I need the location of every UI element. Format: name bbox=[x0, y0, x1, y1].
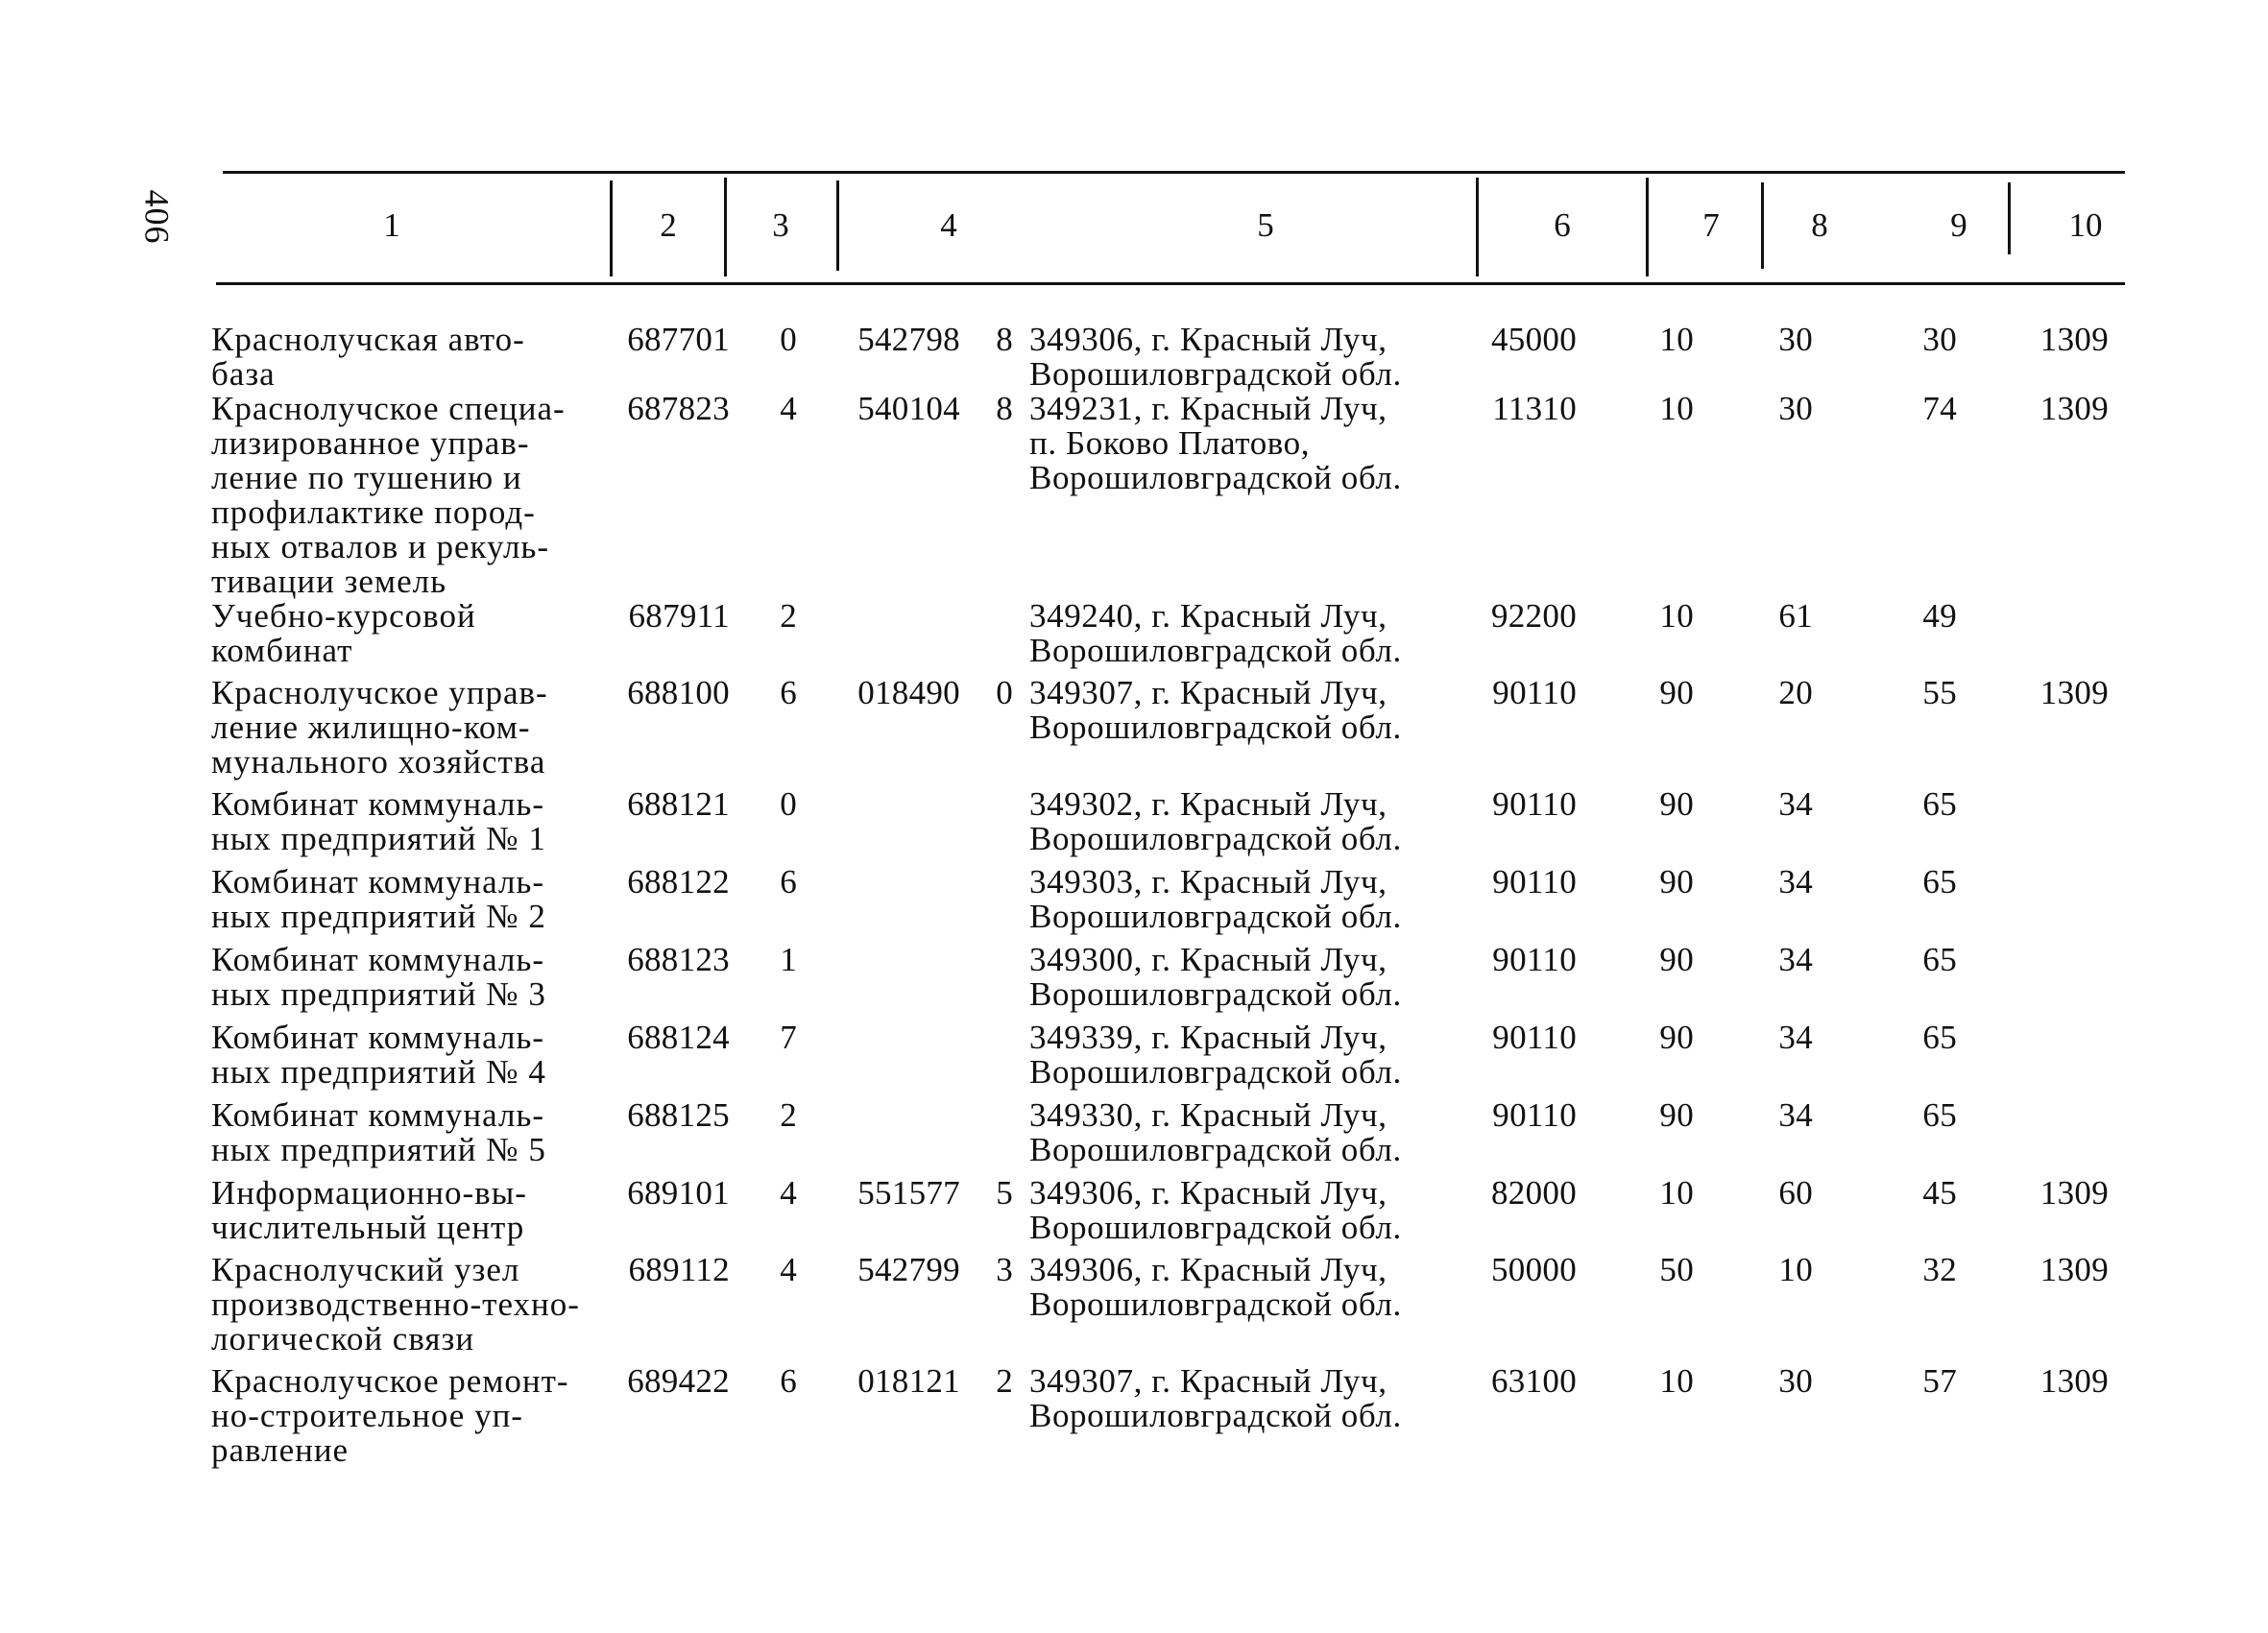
check-digit: 6 bbox=[780, 1362, 797, 1400]
check-digit: 2 bbox=[780, 597, 797, 635]
address-line: 349307, г. Красный Луч, bbox=[1029, 674, 1387, 711]
branch-code: 90110 bbox=[1492, 863, 1577, 901]
territory-code: 32 bbox=[1922, 1251, 1957, 1288]
organization-name-line: Комбинат коммуналь- bbox=[211, 863, 545, 901]
ownership-code: 90 bbox=[1659, 1096, 1694, 1134]
branch-code: 63100 bbox=[1491, 1362, 1577, 1400]
organization-name-line: Краснолучское управ- bbox=[211, 674, 548, 711]
address-line: Ворошиловградской обл. bbox=[1029, 708, 1402, 746]
territory-code: 30 bbox=[1922, 321, 1957, 358]
organization-name-line: комбинат bbox=[211, 632, 353, 669]
organization-name-line: Краснолучское ремонт- bbox=[211, 1362, 569, 1400]
address-line: 349306, г. Красный Луч, bbox=[1029, 321, 1387, 358]
territory-code: 57 bbox=[1922, 1362, 1957, 1400]
organization-name-line: но-строительное уп- bbox=[211, 1397, 523, 1434]
okpo-code: 688121 bbox=[627, 785, 730, 823]
page-number: 406 bbox=[137, 189, 177, 245]
address-line: 349302, г. Красный Луч, bbox=[1029, 785, 1387, 823]
bank-check-digit: 2 bbox=[996, 1362, 1013, 1400]
column-header-10: 10 bbox=[2068, 206, 2103, 244]
bank-code: 018490 bbox=[857, 674, 960, 711]
okpo-code: 688122 bbox=[627, 863, 730, 901]
organization-name-line: профилактике пород- bbox=[211, 493, 536, 531]
address-line: 349306, г. Красный Луч, bbox=[1029, 1251, 1387, 1288]
column-header-7: 7 bbox=[1702, 206, 1720, 244]
organization-name-line: Краснолучское специа- bbox=[211, 390, 566, 427]
territory-code: 65 bbox=[1922, 785, 1957, 823]
bank-check-digit: 8 bbox=[996, 390, 1013, 427]
address-line: Ворошиловградской обл. bbox=[1029, 898, 1402, 935]
address-line: Ворошиловградской обл. bbox=[1029, 1209, 1402, 1246]
address-line: 349231, г. Красный Луч, bbox=[1029, 390, 1387, 427]
organization-name-line: ление жилищно-ком- bbox=[211, 708, 531, 746]
okpo-code: 689101 bbox=[627, 1174, 730, 1212]
address-line: Ворошиловградской обл. bbox=[1029, 1397, 1402, 1434]
address-line: Ворошиловградской обл. bbox=[1029, 820, 1402, 857]
header-separator bbox=[610, 180, 613, 276]
territory-code: 45 bbox=[1922, 1174, 1957, 1212]
ownership-code: 90 bbox=[1659, 941, 1694, 978]
organization-name-line: ных отвалов и рекуль- bbox=[211, 528, 550, 565]
organization-name-line: логической связи bbox=[211, 1320, 475, 1357]
soogu-code: 1309 bbox=[2039, 1251, 2109, 1288]
okpo-code: 689422 bbox=[627, 1362, 730, 1400]
ownership-code: 90 bbox=[1659, 674, 1694, 711]
address-line: 349303, г. Красный Луч, bbox=[1029, 863, 1387, 901]
header-top-rule bbox=[223, 171, 2125, 174]
header-separator bbox=[2008, 182, 2011, 254]
ministry-code: 34 bbox=[1778, 863, 1813, 901]
bank-code: 542798 bbox=[857, 321, 960, 358]
header-separator bbox=[1646, 178, 1649, 276]
soogu-code: 1309 bbox=[2039, 1362, 2109, 1400]
organization-name-line: ных предприятий № 1 bbox=[211, 820, 546, 857]
column-header-9: 9 bbox=[1950, 206, 1967, 244]
bank-check-digit: 5 bbox=[996, 1174, 1013, 1212]
column-header-8: 8 bbox=[1811, 206, 1828, 244]
address-line: п. Боково Платово, bbox=[1029, 424, 1311, 462]
organization-name-line: Краснолучский узел bbox=[211, 1251, 520, 1288]
branch-code: 90110 bbox=[1492, 941, 1577, 978]
territory-code: 65 bbox=[1922, 1019, 1957, 1056]
ministry-code: 34 bbox=[1778, 785, 1813, 823]
ministry-code: 61 bbox=[1778, 597, 1813, 635]
address-line: 349307, г. Красный Луч, bbox=[1029, 1362, 1387, 1400]
organization-name-line: Комбинат коммуналь- bbox=[211, 941, 545, 978]
ministry-code: 30 bbox=[1778, 321, 1813, 358]
organization-name-line: ление по тушению и bbox=[211, 459, 522, 496]
header-separator bbox=[1476, 178, 1479, 276]
ministry-code: 60 bbox=[1778, 1174, 1813, 1212]
organization-name-line: Информационно-вы- bbox=[211, 1174, 527, 1212]
ministry-code: 34 bbox=[1778, 941, 1813, 978]
address-line: 349300, г. Красный Луч, bbox=[1029, 941, 1387, 978]
okpo-code: 687701 bbox=[627, 321, 730, 358]
check-digit: 4 bbox=[780, 390, 797, 427]
header-bottom-rule bbox=[216, 282, 2125, 285]
check-digit: 6 bbox=[780, 674, 797, 711]
address-line: Ворошиловградской обл. bbox=[1029, 632, 1402, 669]
ownership-code: 10 bbox=[1659, 1174, 1694, 1212]
check-digit: 4 bbox=[780, 1174, 797, 1212]
branch-code: 90110 bbox=[1492, 785, 1577, 823]
check-digit: 2 bbox=[780, 1096, 797, 1134]
ownership-code: 10 bbox=[1659, 1362, 1694, 1400]
branch-code: 92200 bbox=[1491, 597, 1577, 635]
address-line: 349306, г. Красный Луч, bbox=[1029, 1174, 1387, 1212]
organization-name-line: ных предприятий № 3 bbox=[211, 975, 546, 1013]
bank-check-digit: 3 bbox=[996, 1251, 1013, 1288]
ministry-code: 30 bbox=[1778, 1362, 1813, 1400]
branch-code: 11310 bbox=[1492, 390, 1577, 427]
organization-name-line: ных предприятий № 5 bbox=[211, 1131, 546, 1168]
branch-code: 90110 bbox=[1492, 1019, 1577, 1056]
address-line: Ворошиловградской обл. bbox=[1029, 459, 1402, 496]
organization-name-line: ных предприятий № 4 bbox=[211, 1053, 546, 1091]
ownership-code: 90 bbox=[1659, 1019, 1694, 1056]
address-line: Ворошиловградской обл. bbox=[1029, 1131, 1402, 1168]
branch-code: 90110 bbox=[1492, 674, 1577, 711]
ownership-code: 10 bbox=[1659, 597, 1694, 635]
ministry-code: 34 bbox=[1778, 1019, 1813, 1056]
check-digit: 1 bbox=[780, 941, 797, 978]
column-header-6: 6 bbox=[1554, 206, 1571, 244]
ministry-code: 34 bbox=[1778, 1096, 1813, 1134]
ownership-code: 90 bbox=[1659, 863, 1694, 901]
address-line: Ворошиловградской обл. bbox=[1029, 355, 1402, 393]
organization-name-line: ных предприятий № 2 bbox=[211, 898, 546, 935]
column-header-1: 1 bbox=[383, 206, 400, 244]
organization-name-line: Краснолучская авто- bbox=[211, 321, 525, 358]
territory-code: 74 bbox=[1922, 390, 1957, 427]
soogu-code: 1309 bbox=[2039, 674, 2109, 711]
ministry-code: 30 bbox=[1778, 390, 1813, 427]
territory-code: 49 bbox=[1922, 597, 1957, 635]
organization-name-line: тивации земель bbox=[211, 563, 447, 600]
okpo-code: 688125 bbox=[627, 1096, 730, 1134]
address-line: Ворошиловградской обл. bbox=[1029, 975, 1402, 1013]
header-separator bbox=[1761, 182, 1764, 269]
organization-name-line: Комбинат коммуналь- bbox=[211, 1096, 545, 1134]
address-line: Ворошиловградской обл. bbox=[1029, 1285, 1402, 1323]
check-digit: 4 bbox=[780, 1251, 797, 1288]
organization-name-line: числительный центр bbox=[211, 1209, 525, 1246]
check-digit: 7 bbox=[780, 1019, 797, 1056]
territory-code: 65 bbox=[1922, 863, 1957, 901]
check-digit: 0 bbox=[780, 785, 797, 823]
bank-check-digit: 8 bbox=[996, 321, 1013, 358]
organization-name-line: база bbox=[211, 355, 276, 393]
ministry-code: 20 bbox=[1778, 674, 1813, 711]
okpo-code: 688123 bbox=[627, 941, 730, 978]
header-separator bbox=[724, 178, 727, 276]
address-line: 349339, г. Красный Луч, bbox=[1029, 1019, 1387, 1056]
header-separator bbox=[836, 180, 839, 271]
okpo-code: 687911 bbox=[628, 597, 730, 635]
ownership-code: 10 bbox=[1659, 390, 1694, 427]
check-digit: 0 bbox=[780, 321, 797, 358]
organization-name-line: равление bbox=[211, 1431, 350, 1469]
okpo-code: 688100 bbox=[627, 674, 730, 711]
address-line: Ворошиловградской обл. bbox=[1029, 1053, 1402, 1091]
bank-code: 018121 bbox=[857, 1362, 960, 1400]
check-digit: 6 bbox=[780, 863, 797, 901]
territory-code: 55 bbox=[1922, 674, 1957, 711]
bank-code: 542799 bbox=[857, 1251, 960, 1288]
ministry-code: 10 bbox=[1778, 1251, 1813, 1288]
bank-check-digit: 0 bbox=[996, 674, 1013, 711]
column-header-4: 4 bbox=[940, 206, 957, 244]
organization-name-line: Комбинат коммуналь- bbox=[211, 785, 545, 823]
bank-code: 540104 bbox=[857, 390, 960, 427]
okpo-code: 688124 bbox=[627, 1019, 730, 1056]
column-header-2: 2 bbox=[660, 206, 677, 244]
address-line: 349240, г. Красный Луч, bbox=[1029, 597, 1387, 635]
ownership-code: 10 bbox=[1659, 321, 1694, 358]
territory-code: 65 bbox=[1922, 1096, 1957, 1134]
organization-name-line: мунального хозяйства bbox=[211, 743, 546, 780]
organization-name-line: Комбинат коммуналь- bbox=[211, 1019, 545, 1056]
ownership-code: 50 bbox=[1659, 1251, 1694, 1288]
okpo-code: 689112 bbox=[628, 1251, 730, 1288]
territory-code: 65 bbox=[1922, 941, 1957, 978]
okpo-code: 687823 bbox=[627, 390, 730, 427]
column-header-5: 5 bbox=[1257, 206, 1274, 244]
branch-code: 90110 bbox=[1492, 1096, 1577, 1134]
bank-code: 551577 bbox=[857, 1174, 960, 1212]
soogu-code: 1309 bbox=[2039, 1174, 2109, 1212]
branch-code: 45000 bbox=[1491, 321, 1577, 358]
organization-name-line: производственно-техно- bbox=[211, 1285, 580, 1323]
organization-name-line: лизированное управ- bbox=[211, 424, 530, 462]
organization-name-line: Учебно-курсовой bbox=[211, 597, 476, 635]
address-line: 349330, г. Красный Луч, bbox=[1029, 1096, 1387, 1134]
soogu-code: 1309 bbox=[2039, 390, 2109, 427]
soogu-code: 1309 bbox=[2039, 321, 2109, 358]
ownership-code: 90 bbox=[1659, 785, 1694, 823]
branch-code: 82000 bbox=[1491, 1174, 1577, 1212]
branch-code: 50000 bbox=[1491, 1251, 1577, 1288]
column-header-3: 3 bbox=[772, 206, 789, 244]
